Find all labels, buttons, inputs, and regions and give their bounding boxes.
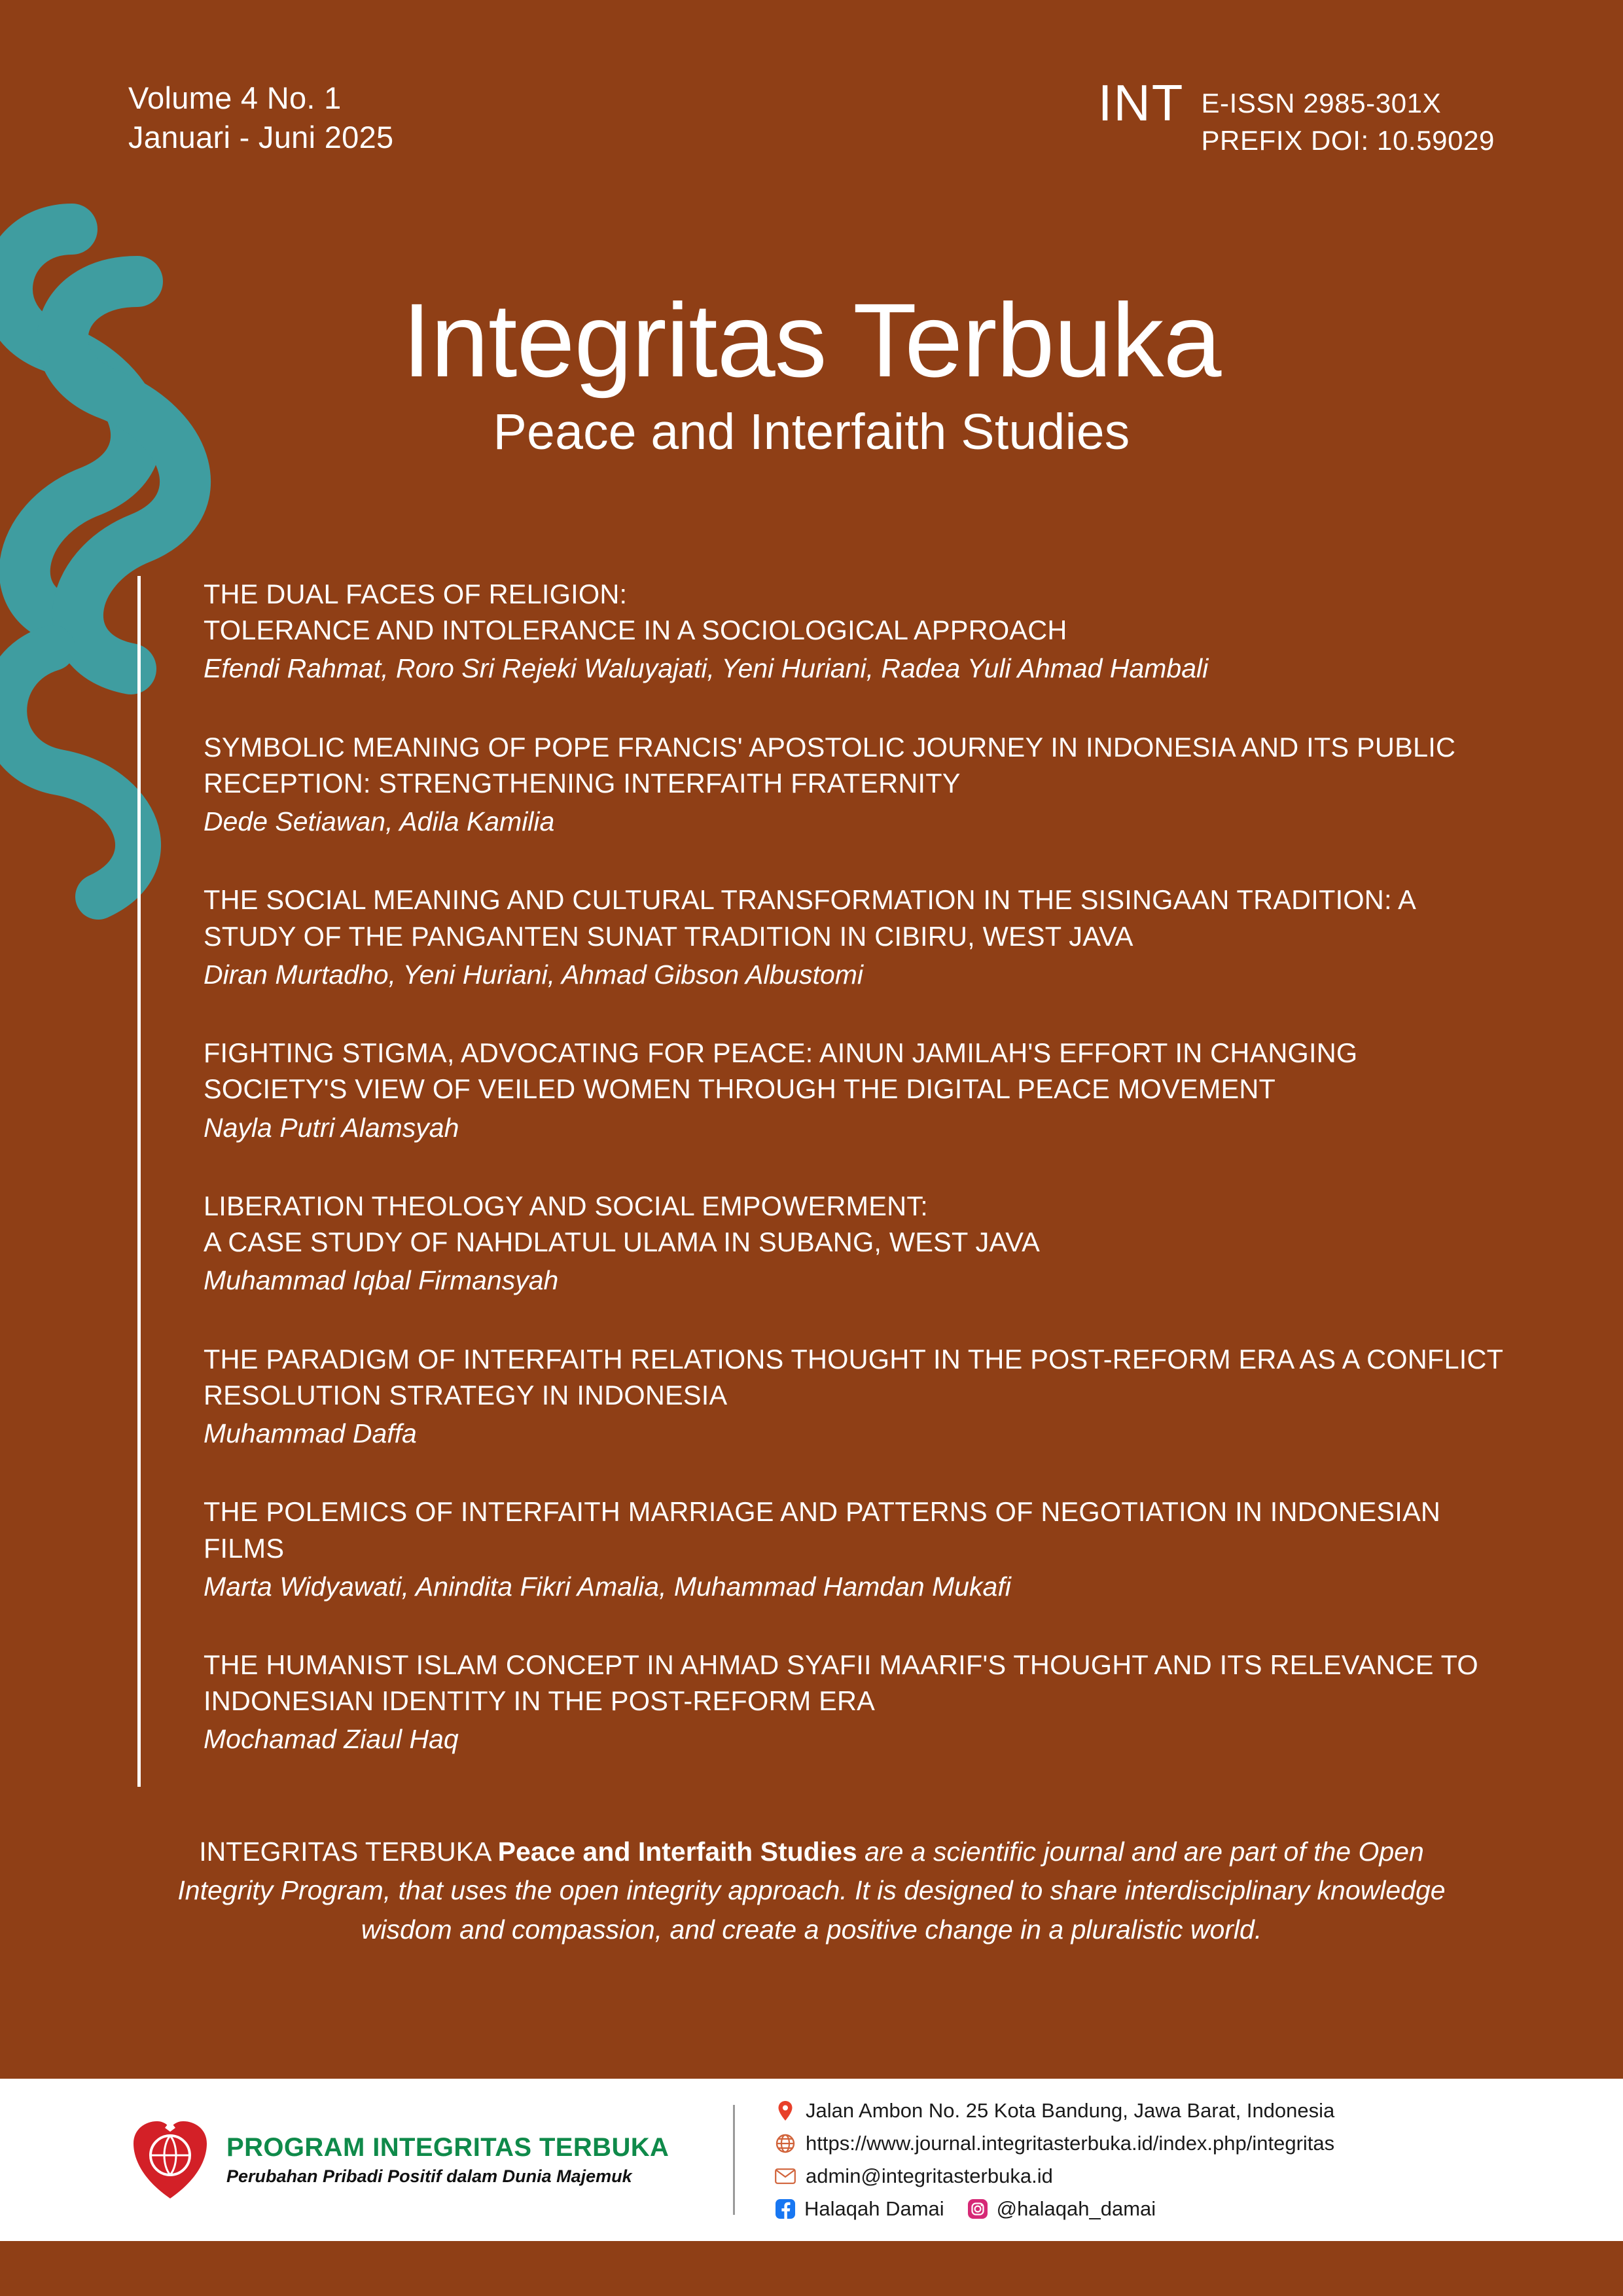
cover-header bbox=[128, 74, 1495, 159]
toc-entry-title: LIBERATION THEOLOGY AND SOCIAL EMPOWERMENT: A CASE STUDY OF NAHDLATUL ULAMA IN SUBANG, WEST JAVA bbox=[204, 1190, 1040, 1258]
email-icon bbox=[774, 2165, 796, 2187]
toc-entry-authors: Muhammad Iqbal Firmansyah bbox=[204, 1265, 559, 1296]
toc-entry bbox=[204, 576, 1505, 687]
program-logo-icon bbox=[131, 2117, 209, 2202]
website-text[interactable]: https://www.journal.integritasterbuka.id/index.php/integritas bbox=[806, 2131, 1335, 2155]
toc-entry-title: THE HUMANIST ISLAM CONCEPT IN AHMAD SYAFII MAARIF'S THOUGHT AND ITS RELEVANCE TO INDONESIAN IDENTITY IN THE POST-REFORM ERA bbox=[204, 1649, 1478, 1717]
toc-entry bbox=[204, 882, 1505, 993]
contact-website-row[interactable] bbox=[774, 2127, 1334, 2160]
globe-icon bbox=[774, 2132, 796, 2155]
address-text: Jalan Ambon No. 25 Kota Bandung, Jawa Barat, Indonesia bbox=[806, 2098, 1335, 2122]
contact-address-row bbox=[774, 2094, 1334, 2127]
toc-entry bbox=[204, 1647, 1505, 1758]
program-branding bbox=[0, 2117, 733, 2202]
instagram-icon[interactable] bbox=[967, 2198, 989, 2220]
toc-entry bbox=[204, 1188, 1505, 1299]
table-of-contents bbox=[137, 576, 1505, 1787]
toc-entry bbox=[204, 1035, 1505, 1146]
toc-entry-title: FIGHTING STIGMA, ADVOCATING FOR PEACE: AINUN JAMILAH'S EFFORT IN CHANGING SOCIETY'S VIEW OF VEILED WOMEN THROUGH THE DIGITAL PEACE MOVEMENT bbox=[204, 1037, 1358, 1105]
journal-description-bold: Peace and Interfaith Studies bbox=[497, 1837, 857, 1867]
email-text[interactable]: admin@integritasterbuka.id bbox=[806, 2164, 1053, 2187]
journal-description-caps: INTEGRITAS TERBUKA bbox=[199, 1837, 498, 1867]
issn-lines bbox=[1201, 79, 1495, 159]
toc-entry-authors: Nayla Putri Alamsyah bbox=[204, 1112, 459, 1143]
journal-title: Integritas Terbuka bbox=[402, 281, 1221, 399]
journal-description-rest: are a scientific journal and are part of the Open Integrity Program, that uses the open integrity approach. It is designed to share interdisciplinary knowledge wisdom and compassion, and create a positive change in a pluralistic world. bbox=[177, 1837, 1446, 1945]
instagram-text[interactable]: @halaqah_damai bbox=[996, 2197, 1156, 2221]
toc-entry-title: THE DUAL FACES OF RELIGION: TOLERANCE AND INTOLERANCE IN A SOCIOLOGICAL APPROACH bbox=[204, 579, 1067, 646]
contact-block bbox=[735, 2094, 1334, 2226]
int-logo: INT bbox=[1097, 74, 1185, 132]
title-block bbox=[0, 281, 1623, 460]
volume-block bbox=[128, 79, 393, 157]
program-text bbox=[226, 2133, 669, 2187]
toc-entry bbox=[204, 1341, 1505, 1452]
toc-entry-title: THE SOCIAL MEANING AND CULTURAL TRANSFORMATION IN THE SISINGAAN TRADITION: A STUDY OF THE PANGANTEN SUNAT TRADITION IN CIBIRU, WEST JAVA bbox=[204, 884, 1415, 952]
journal-description bbox=[157, 1833, 1466, 1949]
toc-entry-authors: Dede Setiawan, Adila Kamilia bbox=[204, 806, 555, 837]
toc-entry bbox=[204, 1494, 1505, 1605]
contact-email-row[interactable] bbox=[774, 2160, 1334, 2193]
bottom-strip bbox=[0, 2241, 1623, 2296]
toc-entry-title: THE PARADIGM OF INTERFAITH RELATIONS THOUGHT IN THE POST-REFORM ERA AS A CONFLICT RESOLUTION STRATEGY IN INDONESIA bbox=[204, 1343, 1503, 1410]
issn-block bbox=[1097, 74, 1495, 159]
prefix-doi-text: PREFIX DOI: 10.59029 bbox=[1201, 124, 1495, 156]
contact-social-row[interactable] bbox=[774, 2193, 1334, 2225]
program-tagline: Perubahan Pribadi Positif dalam Dunia Majemuk bbox=[226, 2166, 632, 2186]
toc-entry-authors: Efendi Rahmat, Roro Sri Rejeki Waluyajati, Yeni Huriani, Radea Yuli Ahmad Hambali bbox=[204, 653, 1209, 684]
toc-entry-title: SYMBOLIC MEANING OF POPE FRANCIS' APOSTOLIC JOURNEY IN INDONESIA AND ITS PUBLIC RECEPTION: STRENGTHENING INTERFAITH FRATERNITY bbox=[204, 731, 1456, 798]
toc-entry-authors: Mochamad Ziaul Haq bbox=[204, 1724, 459, 1755]
volume-line: Volume 4 No. 1 bbox=[128, 81, 342, 115]
toc-entry-title: THE POLEMICS OF INTERFAITH MARRIAGE AND PATTERNS OF NEGOTIATION IN INDONESIAN FILMS bbox=[204, 1496, 1440, 1564]
toc-entry-authors: Muhammad Daffa bbox=[204, 1418, 417, 1448]
toc-entry-authors: Diran Murtadho, Yeni Huriani, Ahmad Gibson Albustomi bbox=[204, 959, 864, 990]
program-name: PROGRAM INTEGRITAS TERBUKA bbox=[226, 2133, 669, 2162]
eissn-text: E-ISSN 2985-301X bbox=[1201, 88, 1442, 118]
facebook-icon[interactable] bbox=[774, 2198, 796, 2220]
toc-entry-authors: Marta Widyawati, Anindita Fikri Amalia, Muhammad Hamdan Mukafi bbox=[204, 1571, 1011, 1602]
journal-subtitle: Peace and Interfaith Studies bbox=[493, 404, 1130, 460]
toc-entry bbox=[204, 729, 1505, 840]
location-pin-icon bbox=[774, 2100, 796, 2122]
cover-footer bbox=[0, 2079, 1623, 2241]
facebook-text[interactable]: Halaqah Damai bbox=[804, 2197, 944, 2221]
issue-period-line: Januari - Juni 2025 bbox=[128, 120, 394, 155]
